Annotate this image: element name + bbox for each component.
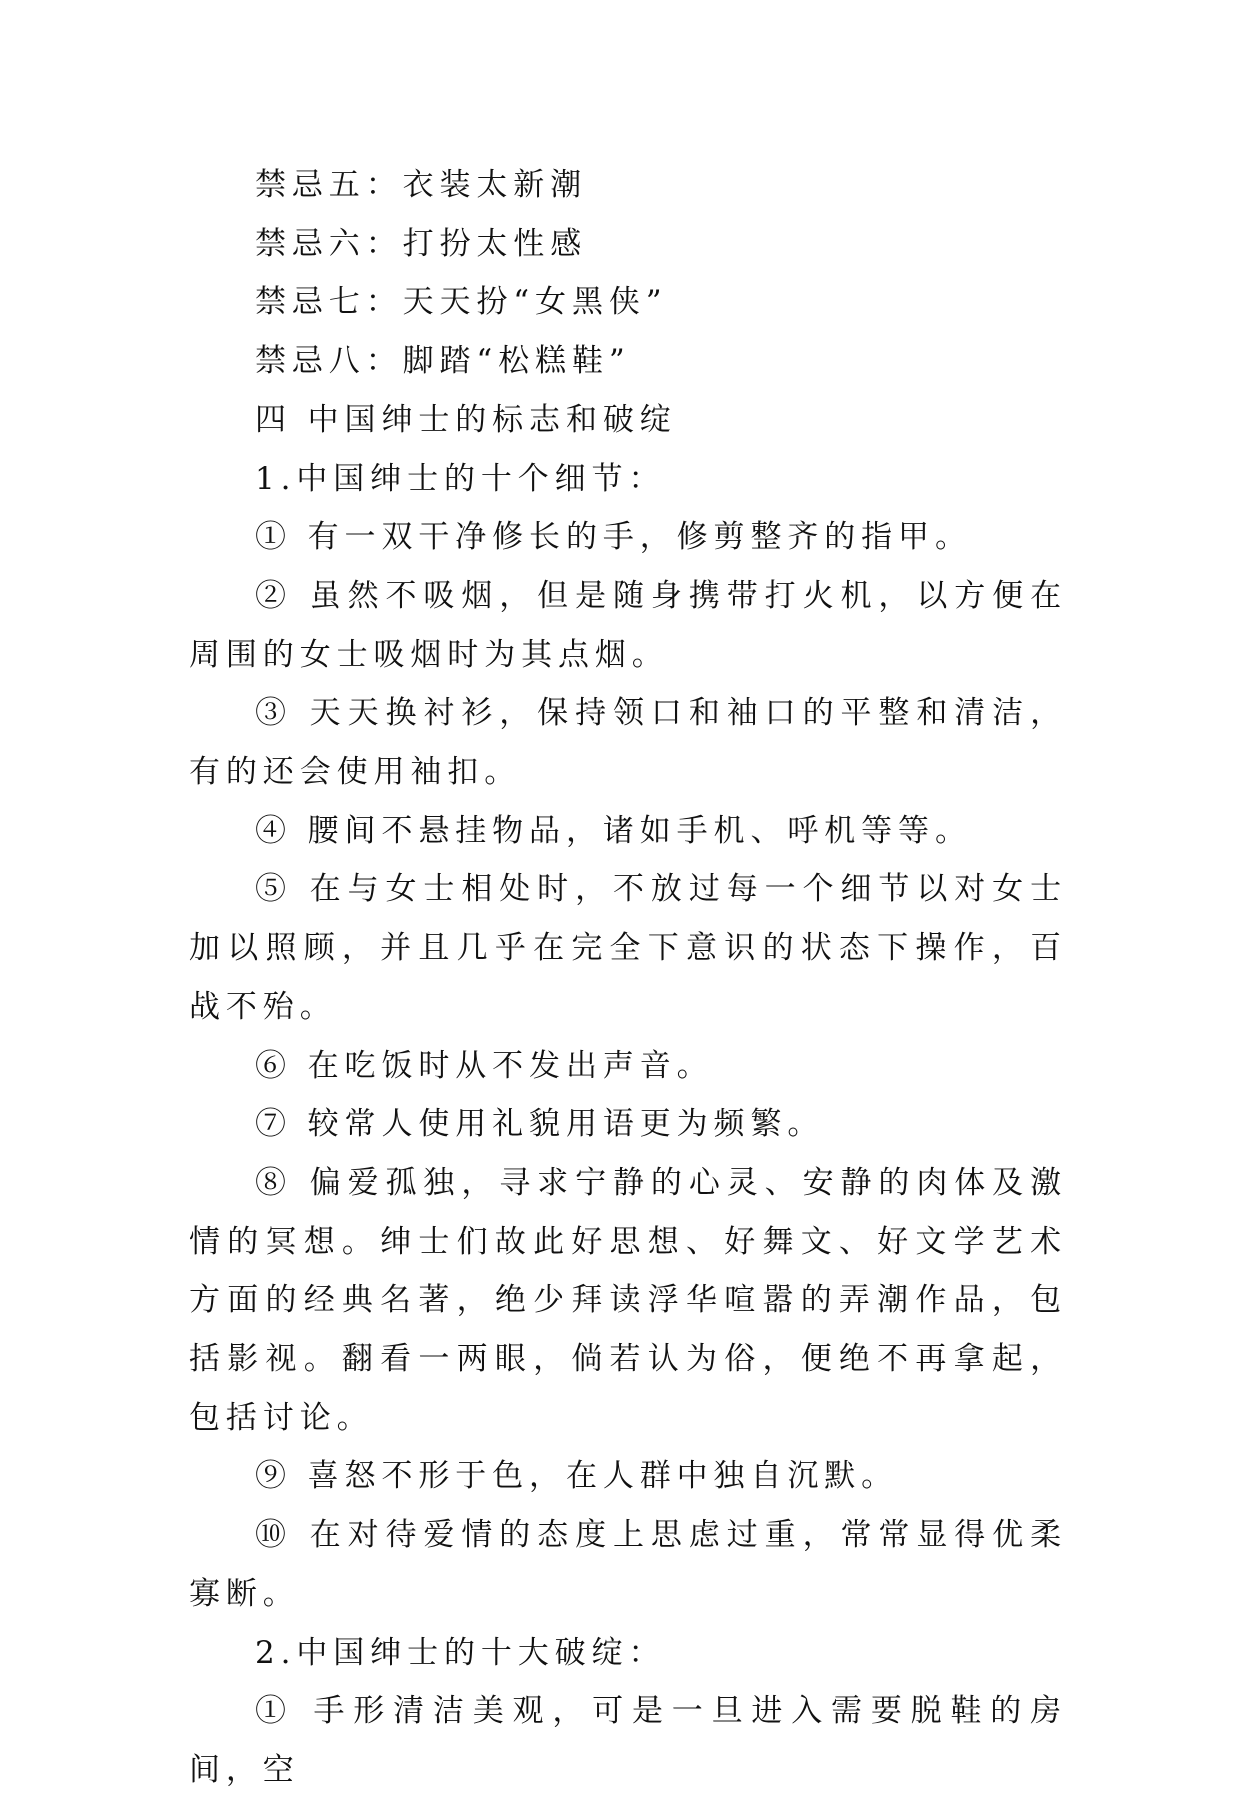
subsection-heading-flaws: 2.中国绅士的十大破绽： [255,1634,666,1671]
list-item: ③ 天天换衬衫，保持领口和袖口的平整和清洁，有的还会使用袖扣。 [189,695,1067,791]
list-item: ⑩ 在对待爱情的态度上思虑过重，常常显得优柔寡断。 [189,1517,1067,1612]
paragraph-taboo-8: 禁忌八：脚踏“松糕鞋” [255,343,631,380]
paragraph-taboo-6: 禁忌六：打扮太性感 [255,225,588,262]
list-item: ① 手形清洁美观，可是一旦进入需要脱鞋的房间，空 [189,1693,1067,1788]
section-heading: 四 中国绅士的标志和破绽 [255,401,677,438]
paragraph-taboo-5: 禁忌五：衣装太新潮 [255,167,588,203]
list-item: ① 有一双干净修长的手，修剪整齐的指甲。 [255,519,972,556]
paragraph-taboo-7: 禁忌七：天天扮“女黑侠” [255,284,668,321]
list-item: ⑤ 在与女士相处时，不放过每一个细节以对女士加以照顾，并且几乎在完全下意识的状态下操作，百战不殆。 [189,871,1067,1025]
list-item: ⑧ 偏爱孤独，寻求宁静的心灵、安静的肉体及激情的冥想。绅士们故此好思想、好舞文、好文学艺术方面的经典名著，绝少拜读浮华喧嚣的弄潮作品，包括影视。翻看一两眼，倘若认为俗，便绝不再拿起，包括讨论。 [189,1164,1067,1436]
list-item: ⑨ 喜怒不形于色，在人群中独自沉默。 [255,1458,899,1495]
list-item: ④ 腰间不悬挂物品，诸如手机、呼机等等。 [255,812,972,849]
list-item: ⑥ 在吃饭时从不发出声音。 [255,1047,714,1084]
list-item: ② 虽然不吸烟，但是随身携带打火机，以方便在周围的女士吸烟时为其点烟。 [189,577,1067,673]
document-body [189,156,1067,1800]
list-item: ⑦ 较常人使用礼貌用语更为频繁。 [255,1106,825,1143]
subsection-heading-details: 1.中国绅士的十个细节： [255,460,666,497]
